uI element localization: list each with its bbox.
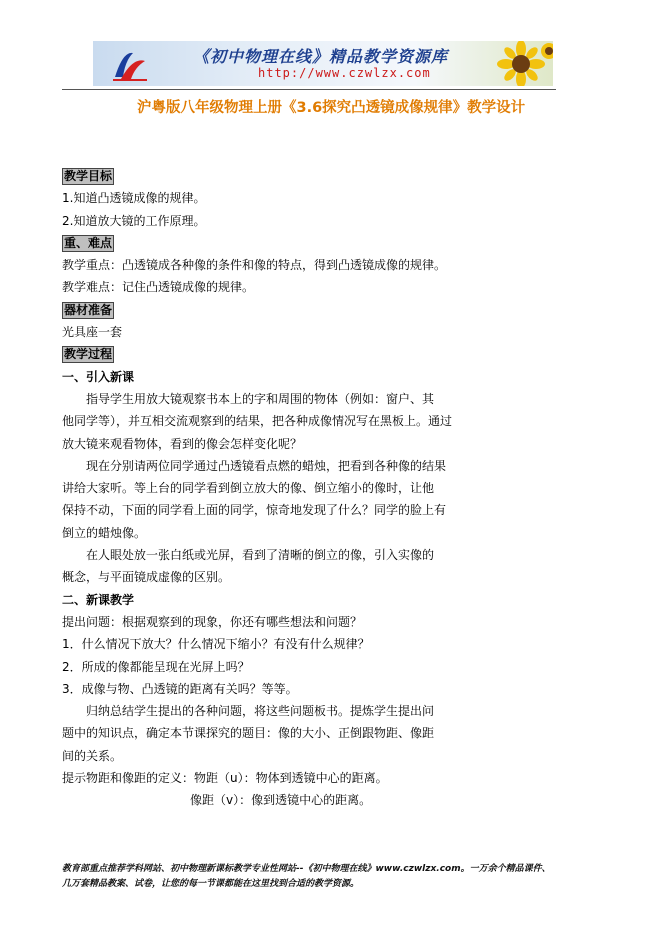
paragraph-line: 倒立的蜡烛像。 [62,525,147,540]
paragraph-line: 讲给大家听。等上台的同学看到倒立放大的像、倒立缩小的像时，让他 [62,481,435,496]
goal-item: 2.知道放大镜的工作原理。 [62,213,206,228]
paragraph-line: 提示物距和像距的定义：物距（u）：物体到透镜中心的距离。 [62,771,388,786]
document-title: 沪粤版八年级物理上册《3.6探究凸透镜成像规律》教学设计 [137,100,526,116]
section-label-equipment: 器材准备 [64,302,113,317]
section-label-process: 教学过程 [64,347,113,362]
page-footer [62,862,602,892]
banner-title: 《初中物理在线》精品教学资源库 [193,47,449,66]
paragraph-line: 放大镜来观看物体，看到的像会怎样变化呢？ [62,436,303,451]
header-banner [93,41,553,86]
paragraph-line: 提出问题：根据观察到的现象，你还有哪些想法和问题？ [62,614,363,629]
part2-heading: 二、新课教学 [62,592,135,607]
banner-url: http://www.czwlzx.com [258,66,431,80]
paragraph-line: 现在分别请两位同学通过凸透镜看点燃的蜡烛，把看到各种像的结果 [86,458,447,473]
paragraph-line: 他同学等），并互相交流观察到的结果，把各种成像情况写在黑板上。通过 [62,414,453,429]
section-label-key-points: 重、难点 [64,235,113,250]
site-logo-icon [111,47,149,83]
paragraph-line: 像距（v）：像到透镜中心的距离。 [190,793,372,808]
paragraph-line: 概念，与平面镜成虚像的区别。 [62,570,231,585]
header-divider [62,89,556,90]
key-point-item: 教学难点：记住凸透镜成像的规律。 [62,280,255,295]
section-label-goals: 教学目标 [64,169,113,183]
footer-line: 教育部重点推荐学科网站、初中物理新课标教学专业性网站--《初中物理在线》www.czwlzx.com。一万余个精品课件、 [62,864,551,874]
part1-heading: 一、引入新课 [62,369,135,384]
paragraph-line: 保持不动，下面的同学看上面的同学，惊奇地发现了什么？同学的脸上有 [62,503,447,518]
goal-item: 1.知道凸透镜成像的规律。 [62,191,206,206]
paragraph-line: 3．成像与物、凸透镜的距离有关吗？等等。 [62,681,298,696]
paragraph-line: 题中的知识点，确定本节课探究的题目：像的大小、正倒跟物距、像距 [62,726,435,741]
document-body [62,165,562,812]
paragraph-line: 指导学生用放大镜观察书本上的字和周围的物体（例如：窗户、其 [86,391,435,406]
paragraph-line: 1．什么情况下放大？什么情况下缩小？有没有什么规律？ [62,637,370,652]
footer-line: 几万套精品教案、试卷，让您的每一节课都能在这里找到合适的教学资源。 [62,879,360,889]
paragraph-line: 归纳总结学生提出的各种问题，将这些问题板书。提炼学生提出问 [86,704,435,719]
key-point-item: 教学重点：凸透镜成各种像的条件和像的特点，得到凸透镜成像的规律。 [62,258,447,273]
paragraph-line: 在人眼处放一张白纸或光屏，看到了清晰的倒立的像，引入实像的 [86,548,435,563]
equipment-item: 光具座一套 [62,325,123,340]
paragraph-line: 2．所成的像都能呈现在光屏上吗？ [62,659,250,674]
sunflower-icon [485,41,553,86]
paragraph-line: 间的关系。 [62,748,123,763]
